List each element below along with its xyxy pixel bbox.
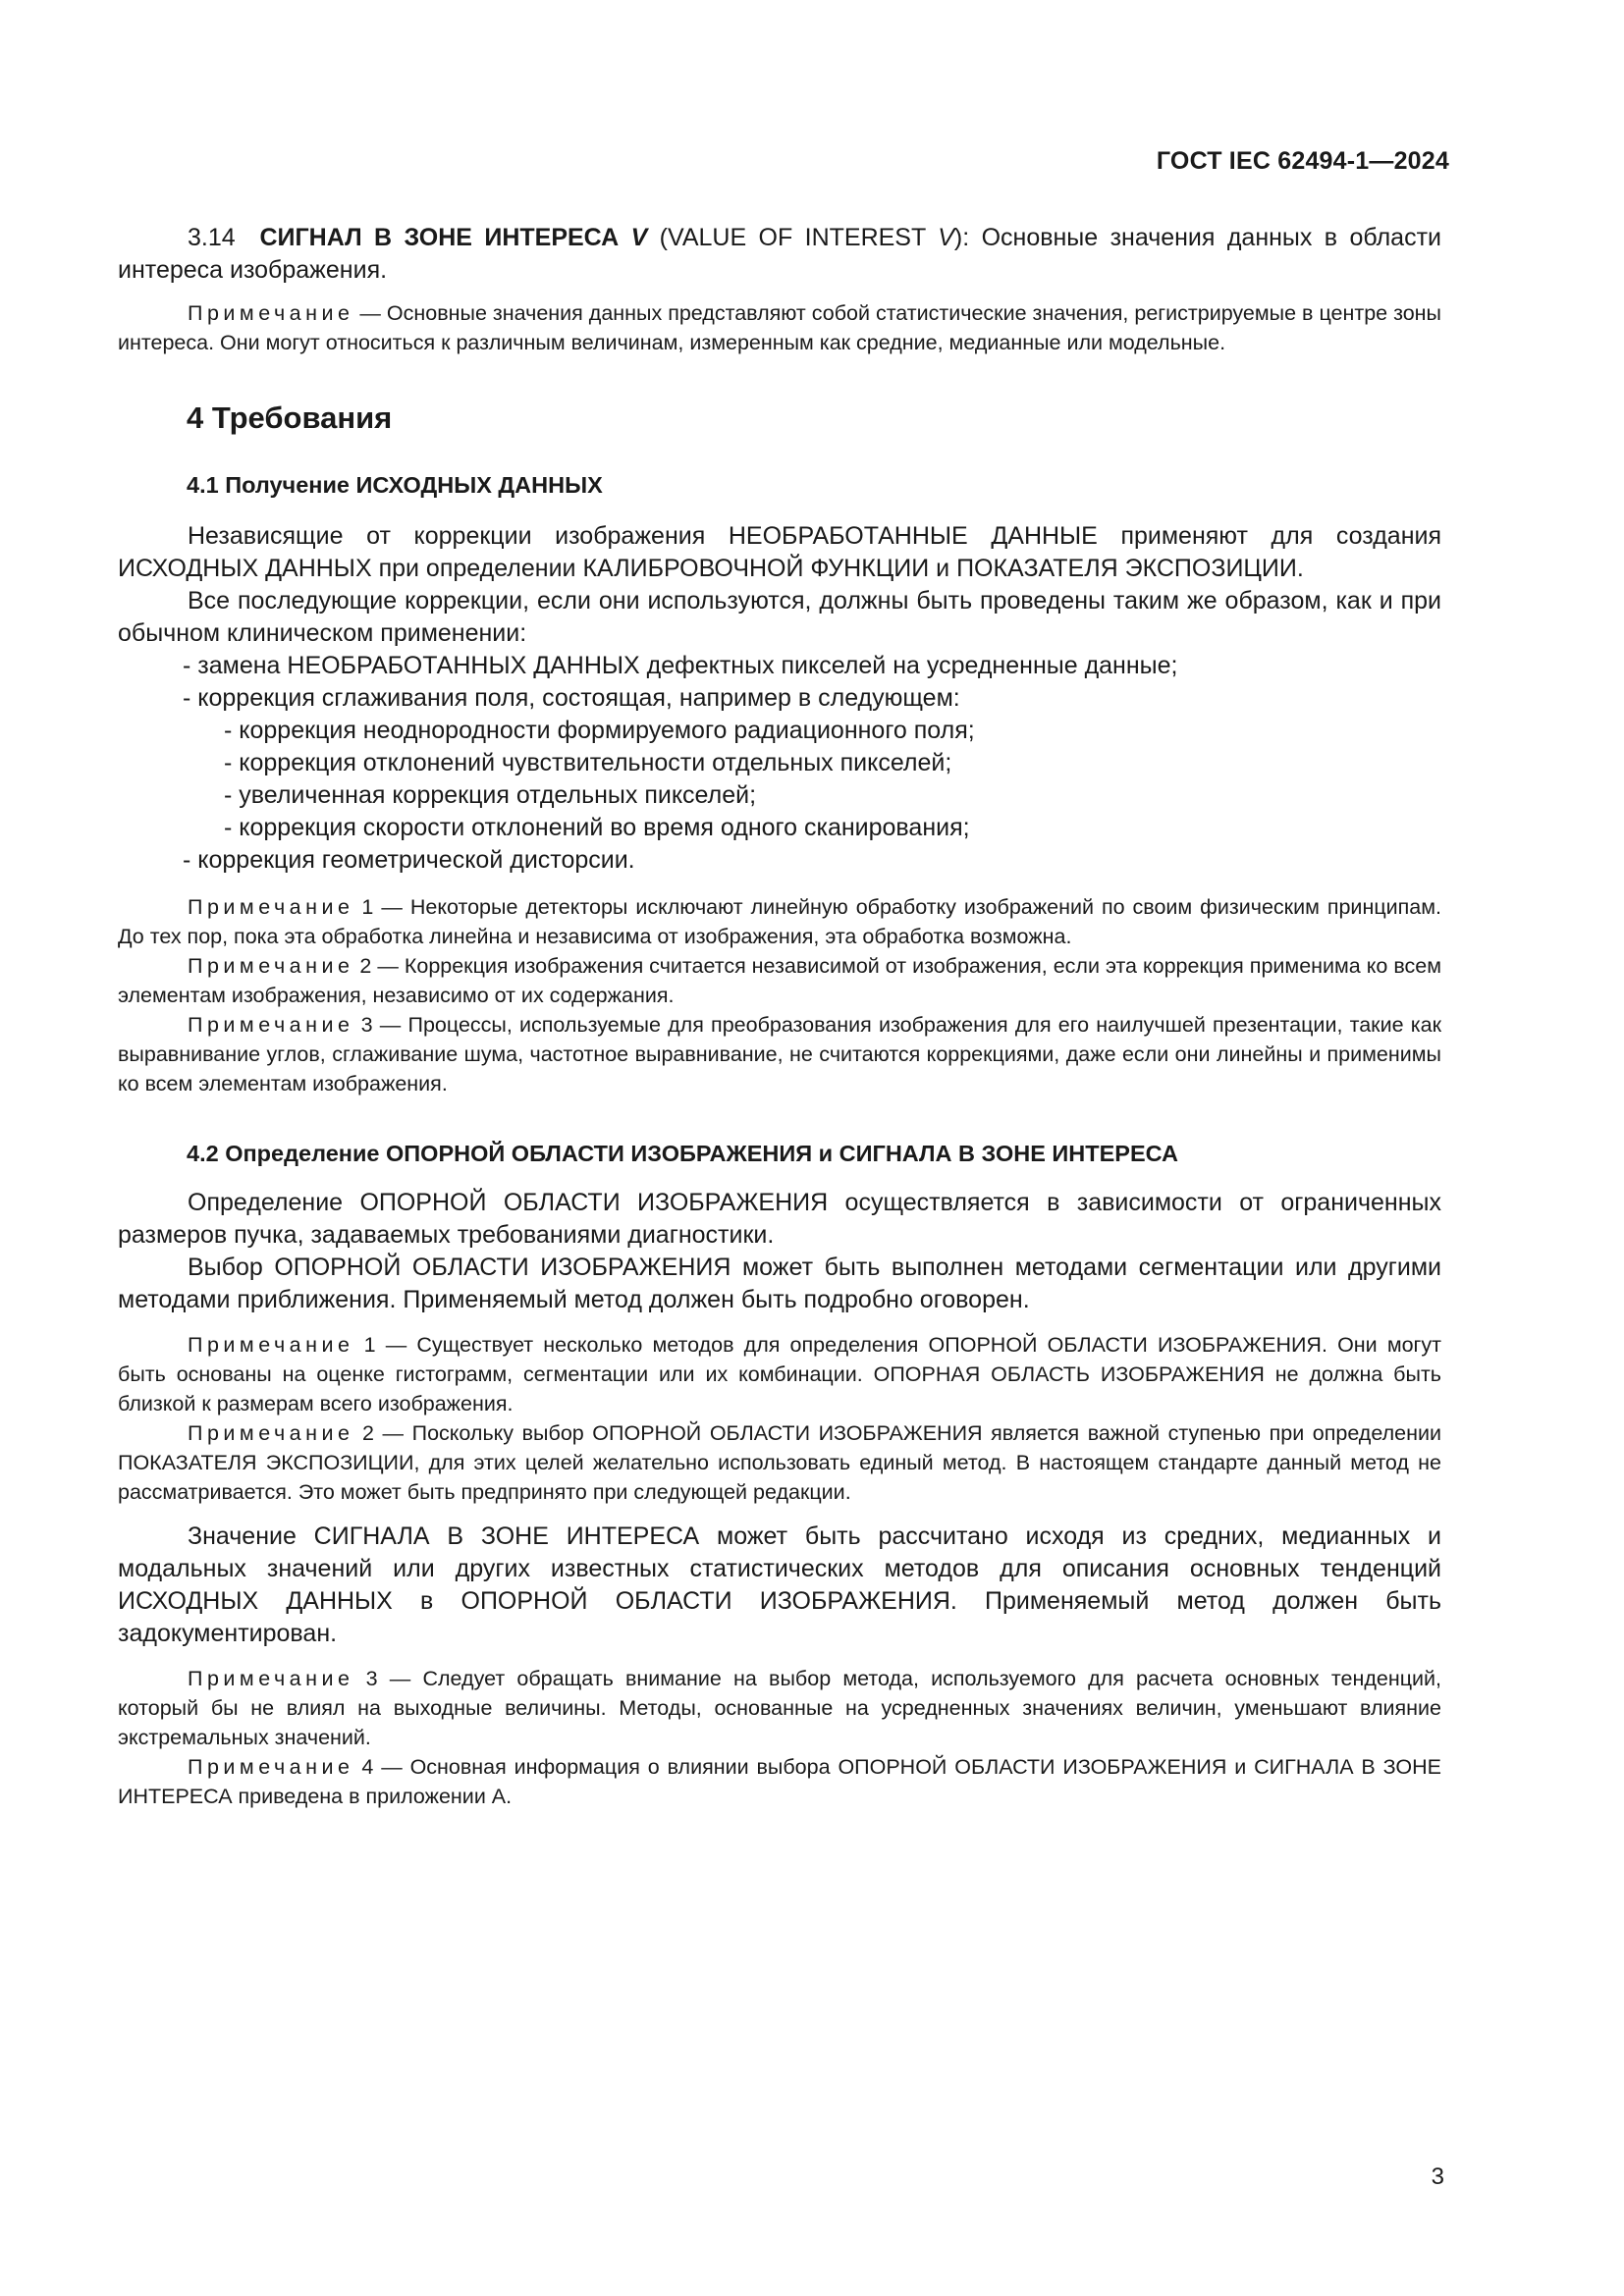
s42-paragraph-1: Определение ОПОРНОЙ ОБЛАСТИ ИЗОБРАЖЕНИЯ осуществляется в зависимости от ограниченных размеров пучка, задаваемых требованиями диагностики. [118,1189,1441,1249]
definition-note [118,298,1441,357]
note-text: 3 — Следует обращать внимание на выбор метода, используемого для расчета основных тенденций, который бы не влиял на выходные величины. Методы, основанные на усредненных значениях величин, уменьшают влияние экстремальных значений. [118,1667,1441,1749]
note-text: 1 — Некоторые детекторы исключают линейную обработку изображений по своим физическим принципам. До тех пор, пока эта обработка линейна и независима от изображения, эта обработка возможна. [118,895,1441,948]
definition-text: Основные значения данных в области интереса изображения. [118,224,1441,284]
s42-note-3 [118,1664,1441,1752]
s41-note-1 [118,892,1441,951]
list-item: - коррекция отклонений чувствительности отдельных пикселей; [224,749,952,776]
s42-notes-b [118,1664,1441,1811]
note-text: — Основные значения данных представляют собой статистические значения, регистрируемые в центре зоны интереса. Они могут относиться к различным величинам, измеренным как средние, медианные или модельные. [118,301,1441,354]
note-label: Примечание [188,1013,354,1037]
s42-note-1 [118,1330,1441,1418]
list-item: - замена НЕОБРАБОТАННЫХ ДАННЫХ дефектных пикселей на усредненные данные; [183,652,1178,679]
definition-3-14 [118,222,1441,287]
s41-paragraph-1: Независящие от коррекции изображения НЕОБРАБОТАННЫЕ ДАННЫЕ применяют для создания ИСХОДНЫХ ДАННЫХ при определении КАЛИБРОВОЧНОЙ ФУНКЦИИ и ПОКАЗАТЕЛЯ ЭКСПОЗИЦИИ. [118,522,1441,582]
note-label: Примечание [188,895,354,919]
s42-paragraph-2: Выбор ОПОРНОЙ ОБЛАСТИ ИЗОБРАЖЕНИЯ может быть выполнен методами сегментации или другими методами приближения. Применяемый метод должен быть подробно оговорен. [118,1254,1441,1313]
note-text: 1 — Существует несколько методов для определения ОПОРНОЙ ОБЛАСТИ ИЗОБРАЖЕНИЯ. Они могут быть основаны на оценке гистограмм, сегментации или их комбинации. ОПОРНАЯ ОБЛАСТЬ ИЗОБРАЖЕНИЯ не должна быть близкой к размерам всего изображения. [118,1333,1441,1415]
s42-note-4 [118,1752,1441,1811]
s42-notes-a [118,1330,1441,1507]
definition-number: 3.14 [188,224,236,251]
definition-term: СИГНАЛ В ЗОНЕ ИНТЕРЕСА [259,224,620,251]
s42-note-2 [118,1418,1441,1507]
definition-symbol: V [630,224,648,251]
note-label: Примечание [188,1667,354,1690]
page-content [118,222,1441,1811]
note-text: 4 — Основная информация о влиянии выбора ОПОРНОЙ ОБЛАСТИ ИЗОБРАЖЕНИЯ и СИГНАЛА В ЗОНЕ ИНТЕРЕСА приведена в приложении А. [118,1755,1441,1808]
definition-english-close: ): [953,224,970,251]
definition-english-open: (VALUE OF INTEREST [659,224,939,251]
list-item: - коррекция неоднородности формируемого радиационного поля; [224,717,975,744]
s41-note-3 [118,1010,1441,1098]
section-4-1-title: 4.1 Получение ИСХОДНЫХ ДАННЫХ [187,472,603,498]
list-item: - коррекция сглаживания поля, состоящая, например в следующем: [183,684,960,712]
corrections-list [118,650,1441,877]
standard-header: ГОСТ IEC 62494-1—2024 [1156,147,1449,175]
s42-paragraph-3: Значение СИГНАЛА В ЗОНЕ ИНТЕРЕСА может быть рассчитано исходя из средних, медианных и модальных значений или других известных статистических методов для описания основных тенденций ИСХОДНЫХ ДАННЫХ в ОПОРНОЙ ОБЛАСТИ ИЗОБРАЖЕНИЯ. Применяемый метод должен быть задокументирован. [118,1522,1441,1647]
list-item: - коррекция геометрической дисторсии. [183,846,635,874]
note-text: 2 — Коррекция изображения считается независимой от изображения, если эта коррекция применима ко всем элементам изображения, независимо от их содержания. [118,954,1441,1007]
note-text: 3 — Процессы, используемые для преобразования изображения для его наилучшей презентации, такие как выравнивание углов, сглаживание шума, частотное выравнивание, не считаются коррекциями, даже если они линейны и применимы ко всем элементам изображения. [118,1013,1441,1095]
note-label: Примечание [188,954,354,978]
list-item: - коррекция скорости отклонений во время одного сканирования; [224,814,970,841]
section-4-2-title: 4.2 Определение ОПОРНОЙ ОБЛАСТИ ИЗОБРАЖЕНИЯ и СИГНАЛА В ЗОНЕ ИНТЕРЕСА [187,1141,1179,1166]
note-text: 2 — Поскольку выбор ОПОРНОЙ ОБЛАСТИ ИЗОБРАЖЕНИЯ является важной ступенью при определении ПОКАЗАТЕЛЯ ЭКСПОЗИЦИИ, для этих целей желательно использовать единый метод. В настоящем стандарте данный метод не рассматривается. Это может быть предпринято при следующей редакции. [118,1421,1441,1504]
note-label: Примечание [188,1333,354,1357]
note-label: Примечание [188,1421,354,1445]
s41-notes [118,892,1441,1098]
note-label: Примечание [188,301,354,325]
definition-english-symbol: V [938,224,954,251]
section-4-title: 4 Требования [187,400,393,435]
list-item: - увеличенная коррекция отдельных пикселей; [224,781,757,809]
note-label: Примечание [188,1755,354,1779]
s41-note-2 [118,951,1441,1010]
s41-paragraph-2: Все последующие коррекции, если они используются, должны быть проведены таким же образом, как и при обычном клиническом применении: [118,587,1441,647]
page-number: 3 [1431,2163,1444,2190]
